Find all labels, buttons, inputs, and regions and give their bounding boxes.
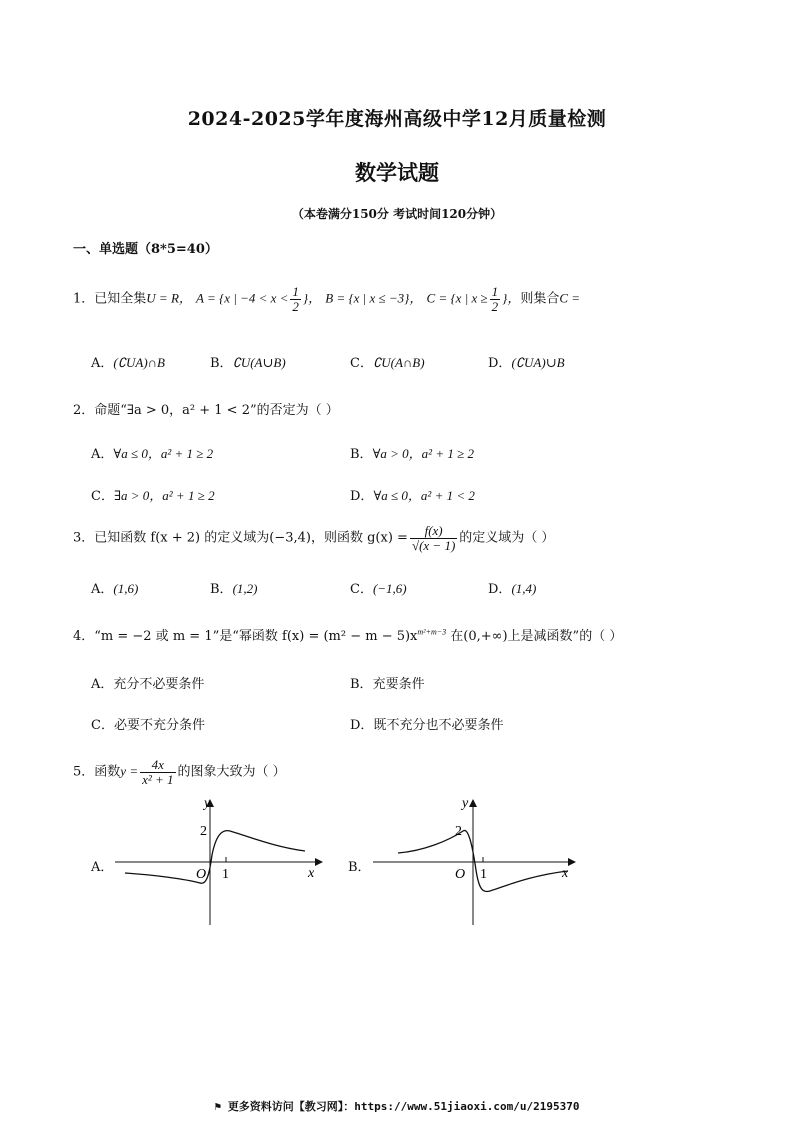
origin-label: O (196, 867, 207, 882)
tick-x-label: 1 (480, 867, 487, 882)
q5-option-a-label[interactable]: A． (91, 860, 114, 875)
question-number: 1． (73, 291, 95, 307)
q4-option-b[interactable]: B．充要条件 (350, 677, 425, 692)
q5-graph-b[interactable] (368, 795, 583, 930)
question-number: 3． (73, 530, 95, 546)
q3-option-b[interactable]: B．(1,2) (210, 581, 258, 597)
q1-option-b[interactable]: B．∁U(A∪B) (210, 355, 286, 371)
question-2: 2．命题“∃a > 0，a² + 1 < 2”的否定为（ ） (73, 403, 339, 418)
fraction: $\frac{1}{2}$ (491, 284, 499, 314)
q5-graph-a[interactable] (110, 795, 325, 930)
x-axis-label: x (562, 866, 569, 881)
footer-link[interactable]: ⚑ 更多资料访问【教习网】：https://www.51jiaoxi.com/u/2195370 (214, 1100, 580, 1113)
q2-option-d[interactable]: D．∀a ≤ 0，a² + 1 < 2 (350, 488, 475, 504)
x-axis-label: x (308, 866, 315, 881)
section-heading: 一、单选题（8*5=40） (73, 242, 218, 257)
q1-option-a[interactable]: A．(∁UA)∩B (91, 355, 165, 371)
y-axis-label: y (204, 796, 211, 811)
q4-option-d[interactable]: D．既不充分也不必要条件 (350, 718, 504, 733)
q1-option-c[interactable]: C．∁U(A∩B) (350, 355, 425, 371)
question-3: 3．已知函数 f(x + 2) 的定义域为(−3,4)，则函数 g(x) = $\frac{f(x)}{√(x - 1)}$ 的定义域为（ ） (73, 523, 555, 553)
exam-subject: 数学试题 (355, 160, 439, 185)
tick-y-label: 2 (455, 824, 462, 839)
q2-option-a[interactable]: A．∀a ≤ 0，a² + 1 ≥ 2 (91, 446, 214, 462)
question-5: 5．函数y = $\frac{4x}{\text{x² + 1}}$ 的图象大致为（ ） (73, 757, 286, 787)
exam-note: （本卷满分150分 考试时间120分钟） (291, 207, 503, 221)
q2-option-c[interactable]: C．∃a > 0，a² + 1 ≥ 2 (91, 488, 215, 504)
q5-option-b-label[interactable]: B． (348, 860, 371, 875)
q1-option-d[interactable]: D．(∁UA)∪B (488, 355, 565, 371)
q3-option-a[interactable]: A．(1,6) (91, 581, 139, 597)
arrow-icon (315, 858, 323, 866)
arrow-icon (469, 799, 477, 807)
y-axis-label: y (462, 796, 469, 811)
question-number: 4． (73, 629, 95, 644)
question-4: 4．“m = −2 或 m = 1”是“幂函数 $f(x) = (m^2 - m - 5)x^{m^2+m-3}$ 在(0,+∞)上是减函数”的（ ） (73, 627, 623, 644)
fraction: $\frac{f(x)}{√(x - 1)}$ (411, 523, 456, 553)
arrow-icon (568, 858, 576, 866)
q4-option-c[interactable]: C．必要不充分条件 (91, 718, 205, 733)
tick-x-label: 1 (222, 867, 229, 882)
flag-icon: ⚑ (214, 1100, 228, 1113)
fraction: $\frac{1}{2}$ (292, 284, 299, 314)
question-number: 2． (73, 403, 95, 418)
q2-option-b[interactable]: B．∀a > 0，a² + 1 ≥ 2 (350, 446, 474, 462)
question-1: 1．已知全集U = R， A = {x | −4 < x < $\frac{1}{2}$ }， B = {x | x ≤ −3}， C = {x | x ≥ $\frac{1}{2}$ }，则集合C = (73, 284, 581, 314)
question-number: 5． (73, 764, 95, 780)
fraction: $\frac{4x}{\text{x² + 1}}$ (142, 757, 174, 787)
q3-option-c[interactable]: C．(−1,6) (350, 581, 407, 597)
q4-option-a[interactable]: A．充分不必要条件 (91, 677, 205, 692)
origin-label: O (455, 867, 466, 882)
q3-option-d[interactable]: D．(1,4) (488, 581, 537, 597)
exam-title: 2024-2025学年度海州高级中学12月质量检测 (187, 108, 607, 130)
tick-y-label: 2 (200, 824, 207, 839)
